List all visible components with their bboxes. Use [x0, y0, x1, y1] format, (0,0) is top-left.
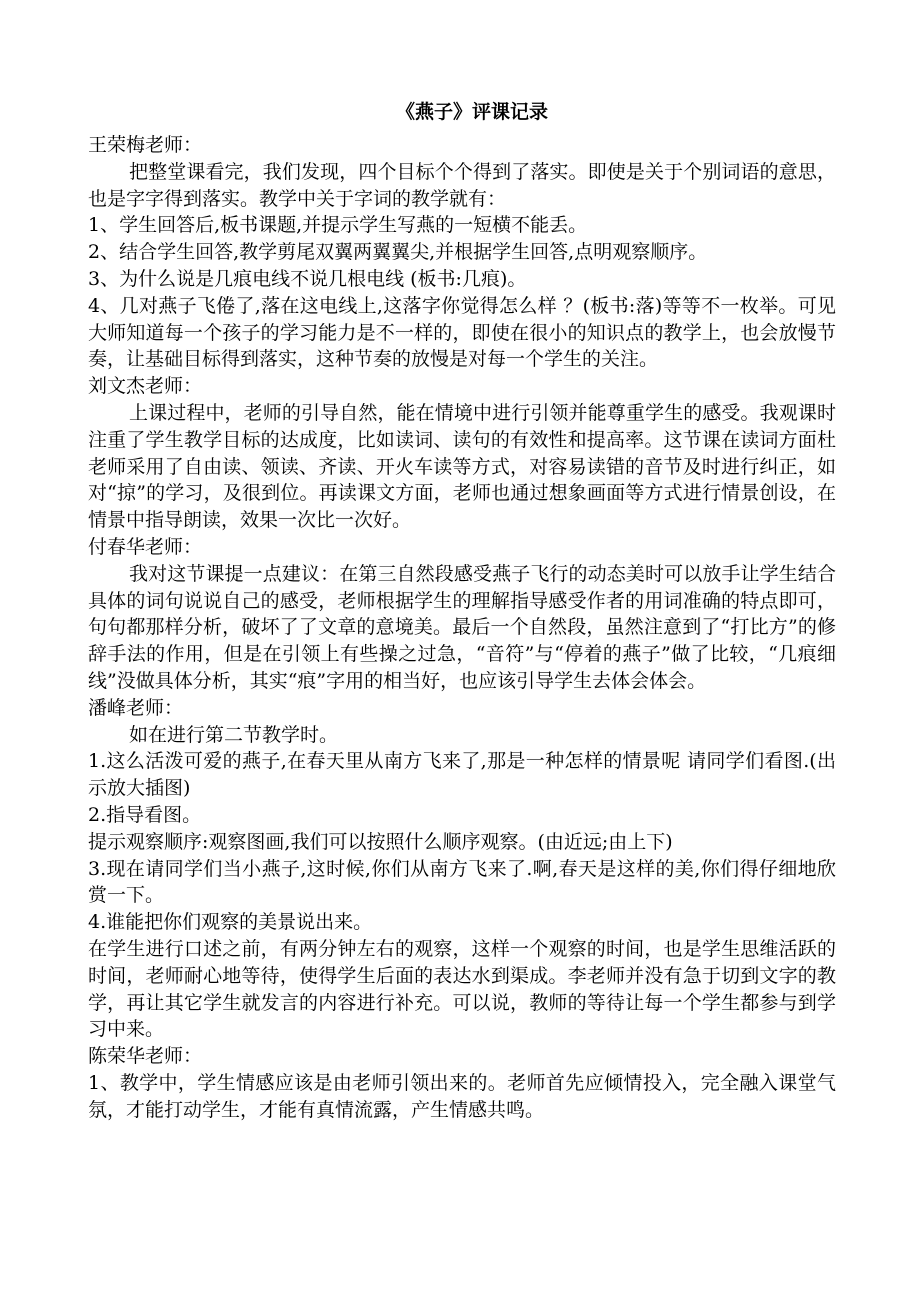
paragraph: 我对这节课提一点建议：在第三自然段感受燕子飞行的动态美时可以放手让学生结合具体的词句说说自己的感受，老师根据学生的理解指导感受作者的用词准确的特点即可，句句都那样分析，破坏了了文章的意境美。最后一个自然段，虽然注意到了“打比方”的修辞手法的作用，但是在引领上有些操之过急，“音符”与“停着的燕子”做了比较，“几痕细线”没做具体分析，其实“痕”字用的相当好，也应该引导学生去体会体会。: [88, 562, 836, 692]
speaker-name: 陈荣华老师：: [88, 1045, 203, 1068]
review-section: [88, 1043, 836, 1123]
speaker-name: 刘文杰老师：: [88, 375, 203, 398]
review-section: [88, 695, 836, 1043]
paragraph: 2、结合学生回答,教学剪尾双翼两翼翼尖,并根据学生回答,点明观察顺序。: [88, 241, 708, 264]
paragraph: 如在进行第二节教学时。: [129, 723, 339, 746]
review-section: [88, 132, 836, 373]
speaker-name: 王荣梅老师：: [88, 134, 203, 156]
paragraph: 1.这么活泼可爱的燕子,在春天里从南方飞来了,那是一种怎样的情景呢 请同学们看图.(出示放大插图): [88, 750, 836, 800]
paragraph: 2.指导看图。: [88, 803, 202, 826]
document-page: [88, 92, 836, 1123]
speaker-name: 付春华老师：: [88, 535, 203, 558]
paragraph: 把整堂课看完，我们发现，四个目标个个得到了落实。即使是关于个别词语的意思，也是字字得到落实。教学中关于字词的教学就有：: [88, 160, 836, 210]
paragraph: 1、学生回答后,板书课题,并提示学生写燕的一短横不能丢。: [88, 214, 588, 237]
speaker-name: 潘峰老师：: [88, 696, 184, 719]
paragraph: 4.谁能把你们观察的美景说出来。: [88, 911, 373, 934]
review-section: [88, 534, 836, 695]
paragraph: 提示观察顺序:观察图画,我们可以按照什么顺序观察。(由近远;由上下): [88, 830, 673, 853]
paragraph: 在学生进行口述之前，有两分钟左右的观察，这样一个观察的时间，也是学生思维活跃的时间，老师耐心地等待，使得学生后面的表达水到渠成。李老师并没有急于切到文字的教学，再让其它学生就发言的内容进行补充。可以说，教师的等待让每一个学生都参与到学习中来。: [88, 937, 836, 1041]
paragraph: 上课过程中，老师的引导自然，能在情境中进行引领并能尊重学生的感受。我观课时注重了学生教学目标的达成度，比如读词、读句的有效性和提高率。这节课在读词方面杜老师采用了自由读、领读、齐读、开火车读等方式，对容易读错的音节及时进行纠正，如对“掠”的学习，及很到位。再读课文方面，老师也通过想象画面等方式进行情景创设，在情景中指导朗读，效果一次比一次好。: [88, 401, 836, 532]
document-title: 《燕子》评课记录: [395, 101, 548, 123]
paragraph: 4、几对燕子飞倦了,落在这电线上,这落字你觉得怎么样 ？(板书:落)等等不一枚举。可见大师知道每一个孩子的学习能力是不一样的，即使在很小的知识点的教学上，也会放慢节奏，让基础目标得到落实，这种节奏的放慢是对每一个学生的关注。: [88, 294, 836, 371]
paragraph: 1、教学中，学生情感应该是由老师引领出来的。老师首先应倾情投入，完全融入课堂气氛，才能打动学生，才能有真情流露，产生情感共鸣。: [88, 1071, 836, 1121]
paragraph: 3.现在请同学们当小燕子,这时候,你们从南方飞来了.啊,春天是这样的美,你们得仔细地欣赏一下。: [88, 857, 836, 907]
review-section: [88, 373, 836, 534]
paragraph: 3、为什么说是几痕电线不说几根电线 (板书:几痕)。: [88, 267, 527, 290]
